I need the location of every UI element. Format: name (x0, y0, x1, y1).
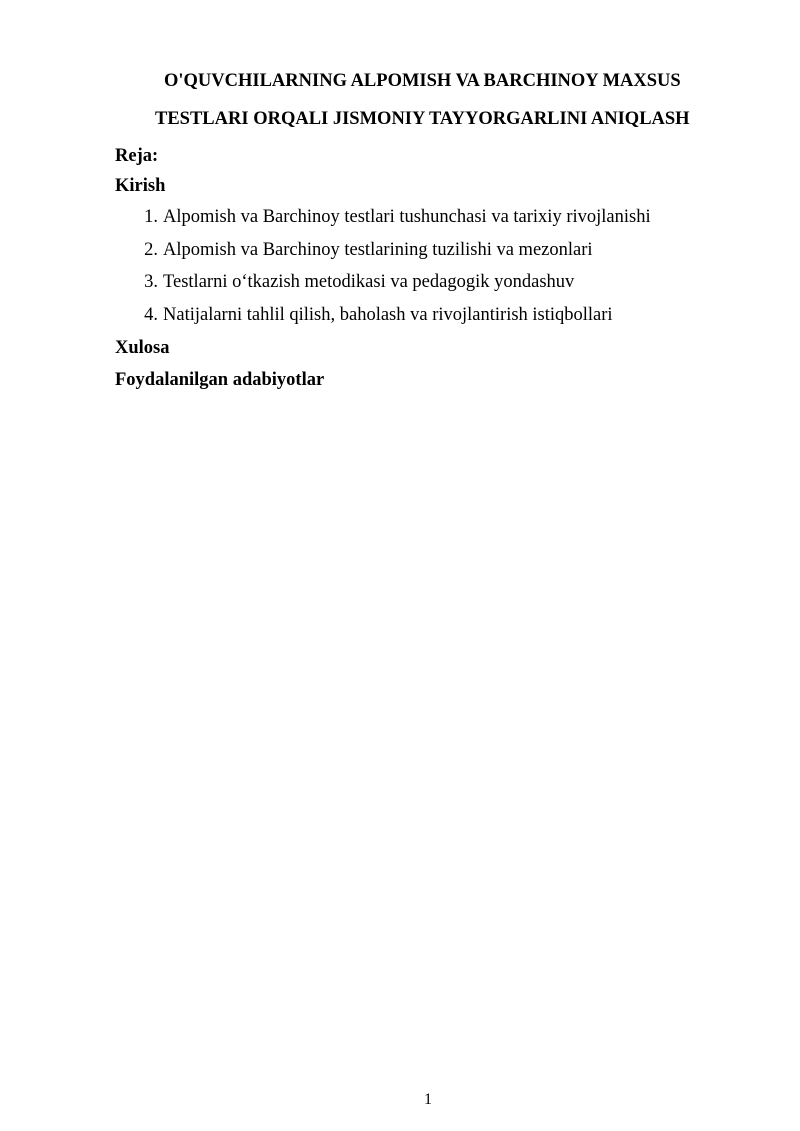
toc-item-text: Alpomish va Barchinoy testlarining tuzilishi va mezonlari (163, 240, 593, 260)
document-title-line-2: TESTLARI ORQALI JISMONIY TAYYORGARLINI ANIQLASH (155, 109, 690, 129)
conclusion-heading: Xulosa (115, 338, 170, 358)
toc-item-number: 3. (144, 272, 158, 292)
toc-item-number: 2. (144, 240, 158, 260)
document-title-line-1: O'QUVCHILARNING ALPOMISH VA BARCHINOY MAXSUS (164, 71, 681, 91)
introduction-heading: Kirish (115, 176, 166, 196)
page-number: 1 (424, 1091, 432, 1108)
plan-heading: Reja: (115, 146, 159, 166)
toc-item-text: Alpomish va Barchinoy testlari tushunchasi va tarixiy rivojlanishi (163, 207, 651, 227)
references-heading: Foydalanilgan adabiyotlar (115, 370, 325, 390)
toc-item-number: 4. (144, 305, 158, 325)
toc-item-text: Testlarni o‘tkazish metodikasi va pedagogik yondashuv (163, 272, 575, 292)
toc-item-text: Natijalarni tahlil qilish, baholash va rivojlantirish istiqbollari (163, 305, 613, 325)
toc-item-number: 1. (144, 207, 158, 227)
